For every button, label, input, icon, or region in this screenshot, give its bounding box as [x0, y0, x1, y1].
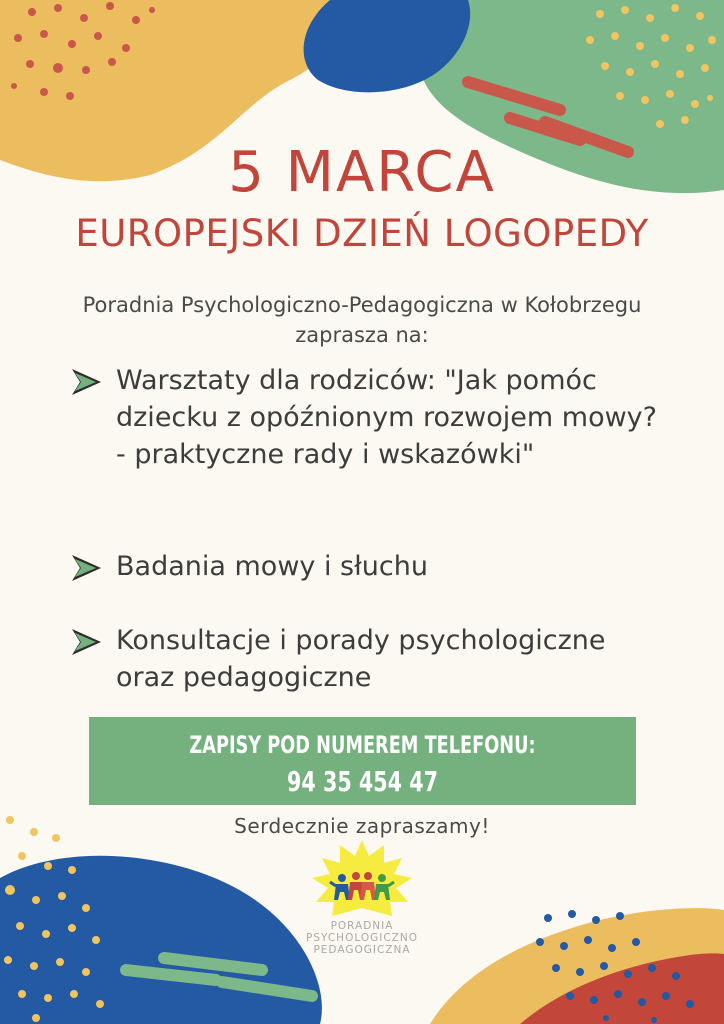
logo-line: PSYCHOLOGICZNO: [306, 932, 418, 944]
event-date: 5 MARCA: [228, 140, 496, 205]
list-item-text: Konsultacje i porady psychologiczne oraz pedagogiczne: [116, 625, 606, 693]
intro-text: Poradnia Psychologiczno-Pedagogiczna w Kołobrzegu zaprasza na:: [82, 293, 642, 347]
list-item: [68, 362, 668, 473]
logo-line: PEDAGOGICZNA: [313, 944, 411, 956]
arrow-icon: [68, 624, 104, 660]
arrow-icon: [68, 364, 104, 400]
phone-number[interactable]: 94 35 454 47: [287, 765, 438, 798]
list-item: [68, 548, 668, 586]
logo-text: [262, 920, 462, 956]
list-item: [68, 622, 668, 696]
arrow-icon: [68, 550, 104, 586]
event-title: EUROPEJSKI DZIEŃ LOGOPEDY: [75, 212, 649, 255]
registration-label: ZAPISY POD NUMEREM TELEFONU:: [189, 731, 536, 759]
list-item-text: Badania mowy i słuchu: [116, 551, 428, 582]
logo-line: PORADNIA: [330, 920, 394, 932]
closing-text: Serdecznie zapraszamy!: [234, 814, 490, 838]
list-item-text: Warsztaty dla rodziców: "Jak pomóc dziecku z opóźnionym rozwojem mowy? - praktyczne rady i wskazówki": [116, 365, 657, 470]
registration-banner: [89, 717, 636, 805]
sun-with-people-icon: [306, 838, 418, 918]
